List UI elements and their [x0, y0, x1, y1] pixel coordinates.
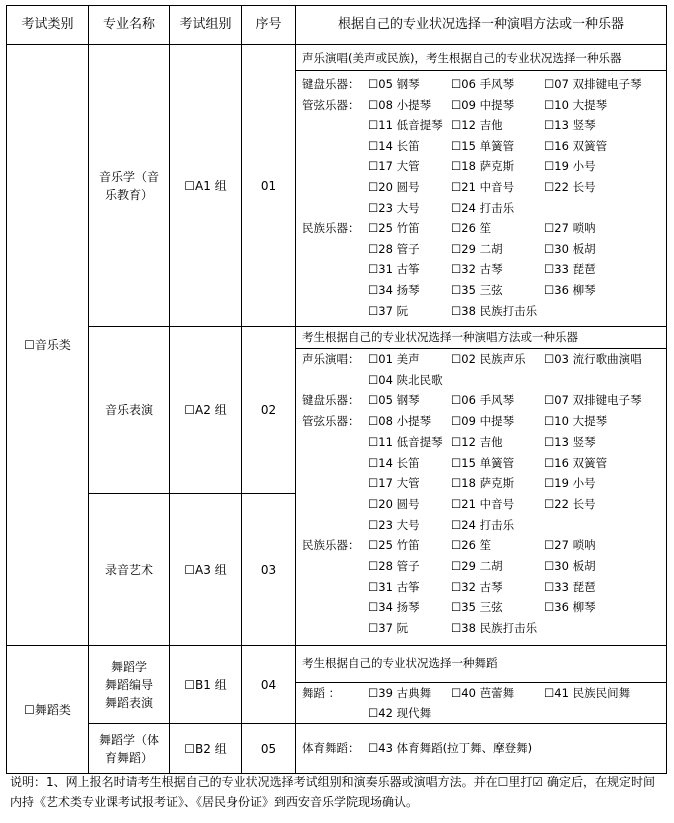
major-a2: 音乐表演: [104, 403, 153, 417]
option-checkbox[interactable]: ☐05 钢琴: [368, 393, 420, 408]
option-row: [296, 177, 666, 198]
option-group-label: 体育舞蹈：: [302, 741, 360, 755]
registration-table: [6, 5, 667, 774]
option-checkbox[interactable]: ☐18 萨克斯: [451, 159, 515, 174]
option-checkbox[interactable]: ☐26 笙: [451, 221, 492, 236]
option-row: [296, 95, 666, 116]
option-row: [296, 683, 666, 703]
rule: [666, 5, 667, 774]
option-checkbox[interactable]: ☐06 手风琴: [451, 393, 515, 408]
group-b1-checkbox[interactable]: ☐B1 组: [184, 677, 227, 692]
group-a1-checkbox[interactable]: ☐A1 组: [184, 178, 227, 193]
option-checkbox[interactable]: ☐30 板胡: [544, 241, 596, 256]
rule: [295, 70, 667, 71]
option-checkbox[interactable]: ☐04 陕北民歌: [368, 372, 443, 387]
option-checkbox[interactable]: ☐23 大号: [368, 517, 420, 532]
option-checkbox[interactable]: ☐12 吉他: [451, 118, 503, 133]
option-checkbox[interactable]: ☐11 低音提琴: [368, 434, 443, 449]
option-checkbox[interactable]: ☐19 小号: [544, 159, 596, 174]
header-seq: 序号: [255, 17, 282, 32]
option-checkbox[interactable]: ☐15 单簧管: [451, 455, 515, 470]
option-checkbox[interactable]: ☐12 吉他: [451, 434, 503, 449]
music-category-checkbox[interactable]: ☐音乐类: [24, 338, 71, 352]
option-checkbox[interactable]: ☐17 大管: [368, 159, 420, 174]
group-a2-checkbox[interactable]: ☐A2 组: [184, 403, 227, 417]
option-row: [296, 473, 666, 494]
option-row: [296, 370, 666, 391]
option-checkbox[interactable]: ☐43 体育舞蹈(拉丁舞、摩登舞): [368, 741, 533, 755]
option-group-label: 管弦乐器：: [302, 414, 360, 429]
option-checkbox[interactable]: ☐07 双排键电子琴: [544, 77, 642, 91]
option-row: [296, 280, 666, 301]
option-checkbox[interactable]: ☐23 大号: [368, 200, 420, 215]
option-group-label: 键盘乐器：: [302, 393, 360, 408]
option-checkbox[interactable]: ☐26 笙: [451, 538, 492, 553]
option-checkbox[interactable]: ☐08 小提琴: [368, 97, 432, 112]
option-checkbox[interactable]: ☐17 大管: [368, 476, 420, 491]
option-row: [296, 597, 666, 618]
option-checkbox[interactable]: ☐38 民族打击乐: [451, 303, 538, 318]
option-row: [296, 390, 666, 411]
seq-b2: 05: [260, 741, 277, 756]
option-checkbox[interactable]: ☐27 唢呐: [544, 221, 596, 236]
a1-instruction: 声乐演唱(美声或民族)，考生根据自己的专业状况选择一种乐器: [302, 51, 622, 65]
group-a3-checkbox[interactable]: ☐A3 组: [184, 562, 227, 577]
option-checkbox[interactable]: ☐25 竹笛: [368, 538, 420, 553]
option-checkbox[interactable]: ☐30 板胡: [544, 559, 596, 573]
option-checkbox[interactable]: ☐08 小提琴: [368, 414, 432, 429]
option-row: [296, 432, 666, 453]
option-row: [296, 738, 666, 758]
option-checkbox[interactable]: ☐21 中音号: [451, 180, 515, 194]
option-row: [296, 74, 666, 95]
a23-instruction: 考生根据自己的专业状况选择一种演唱方法或一种乐器: [302, 330, 578, 344]
option-row: [296, 115, 666, 136]
option-checkbox[interactable]: ☐09 中提琴: [451, 414, 515, 429]
option-group-label: 声乐演唱：: [302, 352, 360, 366]
option-row: [296, 556, 666, 577]
b1-instruction: 考生根据自己的专业状况选择一种舞蹈: [302, 656, 498, 670]
option-row: [296, 577, 666, 598]
header-category: 考试类别: [21, 17, 74, 32]
option-checkbox[interactable]: ☐19 小号: [544, 476, 596, 491]
option-checkbox[interactable]: ☐20 圆号: [368, 496, 420, 511]
option-checkbox[interactable]: ☐37 阮: [368, 303, 409, 318]
option-checkbox[interactable]: ☐18 萨克斯: [451, 476, 515, 491]
option-checkbox[interactable]: ☐28 管子: [368, 559, 420, 573]
option-checkbox[interactable]: ☐14 长笛: [368, 455, 420, 470]
option-checkbox[interactable]: ☐32 古琴: [451, 579, 503, 594]
option-row: [296, 198, 666, 219]
option-group-label: 键盘乐器：: [302, 77, 360, 91]
major-b2: 舞蹈学（体 育舞蹈）: [98, 732, 159, 765]
option-checkbox[interactable]: ☐13 竖琴: [544, 434, 596, 449]
a23-option-list: [296, 349, 666, 643]
major-a1: 音乐学（音 乐教育）: [98, 169, 159, 202]
header-choose: 根据自己的专业状况选择一种演唱方法或一种乐器: [337, 17, 624, 32]
option-checkbox[interactable]: ☐15 单簧管: [451, 138, 515, 153]
option-row: [296, 349, 666, 370]
option-row: [296, 494, 666, 515]
seq-a2: 02: [260, 403, 277, 417]
option-checkbox[interactable]: ☐06 手风琴: [451, 77, 515, 91]
option-checkbox[interactable]: ☐31 古筝: [368, 262, 420, 277]
option-checkbox[interactable]: ☐31 古筝: [368, 579, 420, 594]
a1-option-list: [296, 74, 666, 324]
option-checkbox[interactable]: ☐34 扬琴: [368, 600, 420, 615]
option-checkbox[interactable]: ☐34 扬琴: [368, 283, 420, 297]
option-checkbox[interactable]: ☐11 低音提琴: [368, 118, 443, 133]
option-checkbox[interactable]: ☐10 大提琴: [544, 97, 608, 112]
option-checkbox[interactable]: ☐42 现代舞: [368, 706, 432, 720]
dance-category-checkbox[interactable]: ☐舞蹈类: [24, 702, 71, 717]
option-checkbox[interactable]: ☐16 双簧管: [544, 455, 608, 470]
option-checkbox[interactable]: ☐38 民族打击乐: [451, 621, 538, 636]
option-checkbox[interactable]: ☐05 钢琴: [368, 77, 420, 91]
option-checkbox[interactable]: ☐33 琵琶: [544, 579, 596, 594]
option-row: [296, 136, 666, 157]
option-row: [296, 618, 666, 639]
option-group-label: 管弦乐器：: [302, 97, 360, 112]
option-row: [296, 411, 666, 432]
option-checkbox[interactable]: ☐36 柳琴: [544, 283, 596, 297]
option-checkbox[interactable]: ☐10 大提琴: [544, 414, 608, 429]
seq-b1: 04: [260, 677, 277, 692]
option-group-label: 民族乐器：: [302, 221, 360, 236]
option-checkbox[interactable]: ☐39 古典舞: [368, 686, 432, 700]
option-checkbox[interactable]: ☐20 圆号: [368, 180, 420, 194]
option-row: [296, 218, 666, 239]
b2-option-list: [296, 738, 666, 760]
option-checkbox[interactable]: ☐02 民族声乐: [451, 352, 526, 366]
option-checkbox[interactable]: ☐25 竹笛: [368, 221, 420, 236]
option-row: [296, 515, 666, 536]
option-checkbox[interactable]: ☐13 竖琴: [544, 118, 596, 133]
option-group-label: 舞蹈 ：: [302, 686, 341, 700]
option-row: [296, 259, 666, 280]
seq-a3: 03: [260, 562, 277, 577]
b1-option-list: [296, 683, 666, 723]
option-checkbox[interactable]: ☐41 民族民间舞: [544, 686, 631, 700]
option-checkbox[interactable]: ☐35 三弦: [451, 283, 503, 297]
major-b1: 舞蹈学 舞蹈编导 舞蹈表演: [104, 659, 153, 710]
major-a3: 录音艺术: [104, 562, 153, 577]
option-checkbox[interactable]: ☐36 柳琴: [544, 600, 596, 615]
option-row: [296, 703, 666, 723]
option-checkbox[interactable]: ☐27 唢呐: [544, 538, 596, 553]
option-checkbox[interactable]: ☐32 古琴: [451, 262, 503, 277]
option-checkbox[interactable]: ☐40 芭蕾舞: [451, 686, 515, 700]
option-row: [296, 239, 666, 260]
option-checkbox[interactable]: ☐22 长号: [544, 496, 596, 511]
option-checkbox[interactable]: ☐29 二胡: [451, 559, 503, 573]
option-checkbox[interactable]: ☐28 管子: [368, 241, 420, 256]
seq-a1: 01: [260, 178, 277, 193]
option-checkbox[interactable]: ☐35 三弦: [451, 600, 503, 615]
option-checkbox[interactable]: ☐33 琵琶: [544, 262, 596, 277]
header-major: 专业名称: [102, 17, 155, 32]
group-b2-checkbox[interactable]: ☐B2 组: [184, 741, 227, 756]
option-checkbox[interactable]: ☐24 打击乐: [451, 200, 515, 215]
option-checkbox[interactable]: ☐29 二胡: [451, 241, 503, 256]
option-group-label: 民族乐器：: [302, 538, 360, 553]
option-checkbox[interactable]: ☐21 中音号: [451, 496, 515, 511]
header-group: 考试组别: [179, 17, 232, 32]
option-checkbox[interactable]: ☐22 长号: [544, 180, 596, 194]
option-row: [296, 535, 666, 556]
option-checkbox[interactable]: ☐14 长笛: [368, 138, 420, 153]
option-checkbox[interactable]: ☐01 美声: [368, 352, 420, 366]
option-checkbox[interactable]: ☐37 阮: [368, 621, 409, 636]
option-checkbox[interactable]: ☐09 中提琴: [451, 97, 515, 112]
option-row: [296, 301, 666, 322]
option-checkbox[interactable]: ☐07 双排键电子琴: [544, 393, 642, 408]
option-row: [296, 453, 666, 474]
option-checkbox[interactable]: ☐03 流行歌曲演唱: [544, 352, 642, 366]
option-checkbox[interactable]: ☐16 双簧管: [544, 138, 608, 153]
option-row: [296, 156, 666, 177]
option-checkbox[interactable]: ☐24 打击乐: [451, 517, 515, 532]
footer-note: 说明：1、网上报名时请考生根据自己的专业状况选择考试组别和演奏乐器或演唱方法。并在☐里打☑ 确定后，在规定时间内持《艺术类专业课考试报考证》、《居民身份证》到西安音乐学院现场确认。: [10, 775, 655, 809]
